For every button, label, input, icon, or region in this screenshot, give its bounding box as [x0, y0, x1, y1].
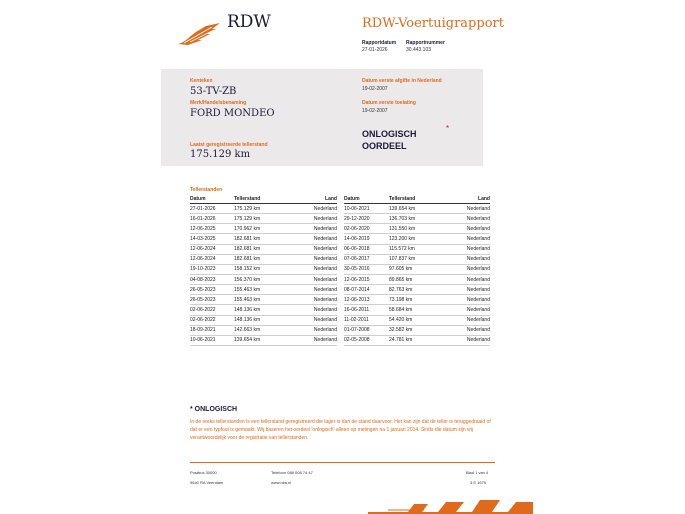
cell-odometer: 24.781 km [389, 335, 442, 345]
footnote-text: In de reeks tellerstanden is een tellerstand geregistreerd die lager is dan de stand daarvoor. Het kan zijn dat de teller is teruggedraaid of dat er een typfout is gemaakt. Wij baseren het oordeel 'onlogisch' alleen op metingen na 1 januari 2014. Sinds die datum zijn wij verantwoordelijk voor de registratie van tellerstanden. [190, 419, 491, 441]
cell-country: Nederland [287, 234, 337, 244]
cell-odometer: 175.129 km [234, 204, 287, 214]
cell-odometer: 139.654 km [389, 204, 442, 214]
report-number-label: Rapportnummer [406, 40, 445, 46]
cell-odometer: 97.605 km [389, 264, 442, 274]
cell-date: 01-07-2008 [344, 325, 389, 335]
cell-country: Nederland [442, 335, 490, 345]
cell-odometer: 107.837 km [389, 254, 442, 264]
cell-country: Nederland [442, 204, 490, 214]
table-row [190, 214, 337, 224]
cell-date: 12-06-2024 [190, 254, 234, 264]
cell-country: Nederland [442, 234, 490, 244]
footer-postbus: Postbus 30000 [190, 470, 217, 475]
first-registration-nl-value: 19-02-2007 [362, 86, 388, 92]
column-header-odometer: Tellerstand [234, 194, 287, 204]
table-row [190, 285, 337, 295]
cell-odometer: 123.200 km [389, 234, 442, 244]
cell-date: 16-01-2026 [190, 214, 234, 224]
cell-country: Nederland [287, 335, 337, 345]
cell-date: 12-06-2024 [190, 244, 234, 254]
last-odometer-label: Laatst geregistreerde tellerstand [190, 142, 268, 148]
cell-odometer: 89.865 km [389, 274, 442, 284]
cell-odometer: 155.463 km [234, 295, 287, 305]
table-row [344, 325, 490, 335]
cell-date: 06-06-2018 [344, 244, 389, 254]
last-odometer-value: 175.129 km [190, 149, 251, 160]
table-row [190, 204, 337, 214]
cell-country: Nederland [442, 264, 490, 274]
table-row [190, 315, 337, 325]
cell-date: 16-06-2011 [344, 305, 389, 315]
cell-date: 10-06-2021 [190, 335, 234, 345]
table-row [344, 274, 490, 284]
odometer-table-left [190, 194, 337, 346]
cell-odometer: 136.703 km [389, 214, 442, 224]
cell-country: Nederland [287, 325, 337, 335]
cell-date: 02-06-2020 [344, 224, 389, 234]
verdict-line-1: ONLOGISCH [362, 129, 417, 139]
table-row [190, 244, 337, 254]
cell-odometer: 182.681 km [234, 254, 287, 264]
report-number-value: 30.443.103 [406, 47, 432, 53]
plate-label: Kenteken [190, 78, 213, 84]
cell-country: Nederland [287, 254, 337, 264]
cell-odometer: 148.136 km [234, 315, 287, 325]
cell-country: Nederland [442, 305, 490, 315]
cell-odometer: 156.370 km [234, 274, 287, 284]
column-header-odometer: Tellerstand [389, 194, 442, 204]
cell-date: 02-06-2022 [190, 305, 234, 315]
cell-odometer: 82.763 km [389, 285, 442, 295]
table-header-row [344, 194, 490, 204]
table-row [344, 285, 490, 295]
cell-country: Nederland [287, 224, 337, 234]
cell-date: 04-08-2023 [190, 274, 234, 284]
make-value: FORD MONDEO [190, 108, 275, 119]
verdict-text [362, 128, 417, 152]
table-row [344, 204, 490, 214]
cell-date: 02-05-2008 [344, 335, 389, 345]
cell-odometer: 54.420 km [389, 315, 442, 325]
cell-odometer: 155.463 km [234, 285, 287, 295]
cell-country: Nederland [442, 285, 490, 295]
cell-date: 26-05-2023 [190, 285, 234, 295]
table-row [344, 305, 490, 315]
table-row [344, 295, 490, 305]
table-row [190, 305, 337, 315]
cell-date: 12-06-2013 [344, 295, 389, 305]
cell-odometer: 148.136 km [234, 305, 287, 315]
table-row [344, 244, 490, 254]
cell-date: 08-07-2014 [344, 285, 389, 295]
column-header-country: Land [442, 194, 490, 204]
cell-odometer: 115.572 km [389, 244, 442, 254]
verdict-star: * [446, 124, 450, 133]
cell-date: 11-02-2011 [344, 315, 389, 325]
table-row [190, 274, 337, 284]
table-row [190, 295, 337, 305]
table-row [344, 335, 490, 345]
table-row [344, 315, 490, 325]
cell-odometer: 142.663 km [234, 325, 287, 335]
cell-country: Nederland [442, 315, 490, 325]
verdict-line-2: OORDEEL [362, 141, 407, 151]
column-header-date: Datum [344, 194, 389, 204]
table-row [344, 234, 490, 244]
plate-value: 53-TV-ZB [190, 86, 237, 97]
report-date-label: Rapportdatum [362, 40, 397, 46]
cell-odometer: 175.129 km [234, 214, 287, 224]
table-row [190, 224, 337, 234]
cell-date: 27-01-2026 [190, 204, 234, 214]
table-row [190, 234, 337, 244]
cell-country: Nederland [287, 285, 337, 295]
cell-odometer: 73.198 km [389, 295, 442, 305]
table-header-row [190, 194, 337, 204]
cell-country: Nederland [287, 274, 337, 284]
cell-odometer: 58.684 km [389, 305, 442, 315]
decorative-stripes-icon [368, 498, 533, 514]
cell-date: 29-12-2020 [344, 214, 389, 224]
cell-country: Nederland [442, 254, 490, 264]
column-header-date: Datum [190, 194, 234, 204]
cell-country: Nederland [442, 274, 490, 284]
footer-website[interactable]: www.rdw.nl [271, 480, 292, 485]
table-row [190, 254, 337, 264]
cell-date: 07-06-2017 [344, 254, 389, 264]
cell-date: 26-05-2023 [190, 295, 234, 305]
cell-country: Nederland [442, 224, 490, 234]
cell-country: Nederland [287, 244, 337, 254]
table-row [344, 214, 490, 224]
column-header-country: Land [287, 194, 337, 204]
odometer-section-title: Tellerstanden [190, 187, 223, 193]
cell-country: Nederland [442, 295, 490, 305]
cell-country: Nederland [287, 204, 337, 214]
cell-country: Nederland [287, 315, 337, 325]
table-row [344, 264, 490, 274]
cell-country: Nederland [442, 325, 490, 335]
odometer-table-right [344, 194, 490, 346]
cell-country: Nederland [287, 214, 337, 224]
cell-odometer: 182.681 km [234, 234, 287, 244]
report-title: RDW-Voertuigrapport [362, 16, 504, 31]
cell-date: 14-06-2019 [344, 234, 389, 244]
cell-date: 14-03-2025 [190, 234, 234, 244]
table-row [344, 224, 490, 234]
cell-date: 02-06-2022 [190, 315, 234, 325]
cell-country: Nederland [287, 295, 337, 305]
rdw-logo-icon [176, 22, 222, 46]
table-row [190, 335, 337, 345]
cell-odometer: 158.152 km [234, 264, 287, 274]
cell-date: 18-09-2021 [190, 325, 234, 335]
cell-odometer: 139.654 km [234, 335, 287, 345]
cell-date: 30-05-2016 [344, 264, 389, 274]
cell-date: 10-06-2021 [344, 204, 389, 214]
cell-date: 19-10-2023 [190, 264, 234, 274]
footer-page-number: Blad 1 van 4 [466, 470, 489, 475]
table-row [190, 264, 337, 274]
cell-date: 12-06-2025 [190, 224, 234, 234]
cell-country: Nederland [442, 214, 490, 224]
cell-odometer: 182.681 km [234, 244, 287, 254]
footer-divider [190, 462, 495, 463]
cell-country: Nederland [442, 244, 490, 254]
footnote-title: * ONLOGISCH [190, 406, 238, 413]
footer-phone: Telefoon 088 008 74 47 [271, 470, 313, 475]
cell-country: Nederland [287, 305, 337, 315]
cell-date: 12-06-2015 [344, 274, 389, 284]
cell-odometer: 131.550 km [389, 224, 442, 234]
first-admission-value: 19-02-2007 [362, 108, 388, 114]
table-row [190, 325, 337, 335]
footer-code: 3 E 1679 [470, 480, 487, 485]
footer-city: 9640 RA Veendam [190, 480, 224, 485]
first-registration-nl-label: Datum eerste afgifte in Nederland [362, 78, 442, 84]
cell-odometer: 32.582 km [389, 325, 442, 335]
cell-odometer: 170.962 km [234, 224, 287, 234]
make-label: Merk/Handelsbenaming [190, 100, 247, 106]
logo-text: RDW [227, 12, 271, 32]
table-row [344, 254, 490, 264]
report-date-value: 27-01-2026 [362, 47, 388, 53]
cell-country: Nederland [287, 264, 337, 274]
first-admission-label: Datum eerste toelating [362, 100, 416, 106]
